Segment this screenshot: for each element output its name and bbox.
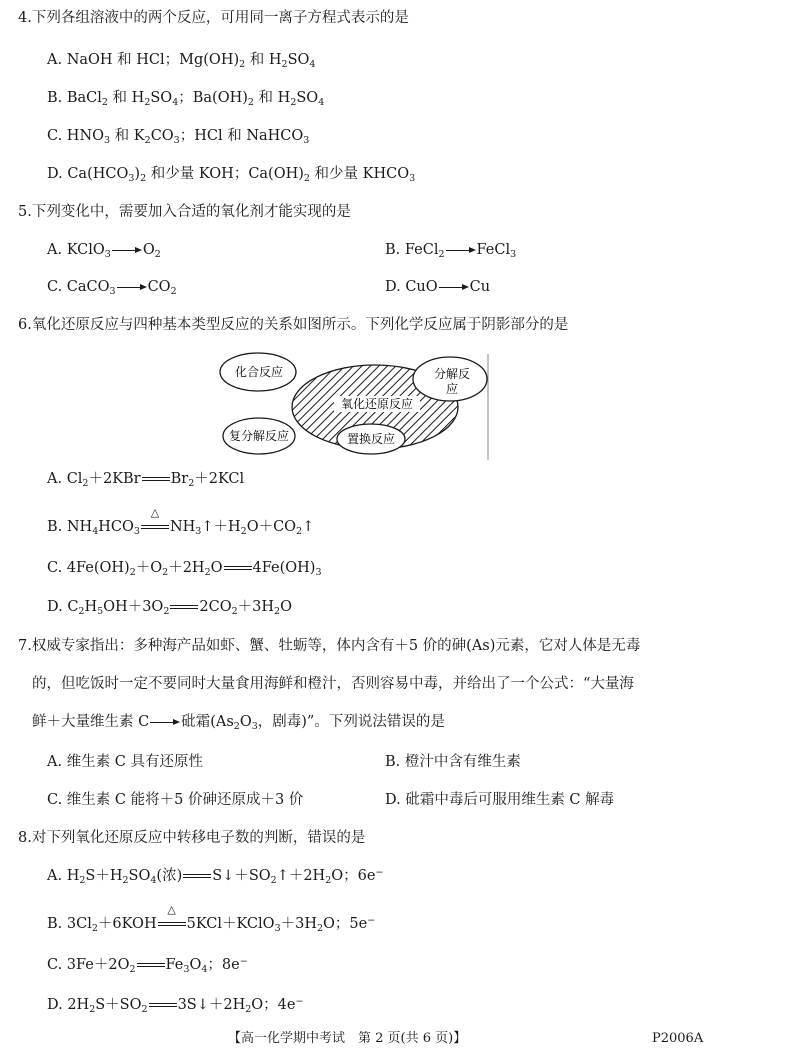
q4-option-d: D. $Ca(HCO_3)_2$ 和少量 KOH；$Ca(OH)_2$ 和少量 $KHCO_3$ xyxy=(47,166,416,184)
page-footer-code: P2006A xyxy=(652,1031,704,1046)
q8-option-d: D. $2H_2S+SO_2$ $3S↓+2H_2O$；4e− xyxy=(47,996,304,1015)
q4-option-c: C. $HNO_3$ 和 $K_2CO_3$；HCl 和 NaHCO$_3$ xyxy=(47,128,310,146)
equals-sign-icon xyxy=(136,955,166,975)
page-footer-title: 【高一化学期中考试 第 2 页(共 6 页)】 xyxy=(228,1031,467,1046)
q7-stem-line3: 鲜＋大量维生素 C 砒霜($As_2O_3$，剧毒)”。下列说法错误的是 xyxy=(32,714,445,732)
reaction-arrow-icon xyxy=(445,240,477,260)
q5-option-c: C. CaCO$_3$ $CO_2$ xyxy=(47,279,177,297)
q4-stem: 4.下列各组溶液中的两个反应，可用同一离子方程式表示的是 xyxy=(18,10,409,26)
q7-stem-line1: 7.权威专家指出：多种海产品如虾、蟹、牡蛎等，体内含有＋5 价的砷(As)元素，它对人体是无毒 xyxy=(18,638,641,654)
reaction-type-diagram xyxy=(216,350,492,460)
q5-stem: 5.下列变化中，需要加入合适的氧化剂才能实现的是 xyxy=(18,204,351,220)
reaction-arrow-icon xyxy=(111,240,143,260)
q8-option-a: A. $H_2S+H_2SO_4$(浓) $S↓+SO_2↑+2H_2O$；6e− xyxy=(47,867,384,886)
decomposition-label-line2: 应 xyxy=(445,382,459,396)
q6-option-b: B. $NH_4HCO_3$ △ $NH_3↑+H_2O+CO_2↑$ xyxy=(47,506,315,537)
double-decomposition-label: 复分解反应 xyxy=(228,429,290,443)
equals-sign-icon xyxy=(182,866,212,886)
equals-sign-icon xyxy=(169,597,199,617)
q8-stem: 8.对下列氧化还原反应中转移电子数的判断，错误的是 xyxy=(18,830,366,846)
reaction-arrow-icon xyxy=(438,277,470,297)
q8-option-c: C. $3Fe+2O_2$ $Fe_3O_4$；8e− xyxy=(47,956,248,975)
q6-stem: 6.氧化还原反应与四种基本类型反应的关系如图所示。下列化学反应属于阴影部分的是 xyxy=(18,317,569,333)
heat-equals-sign-icon: △ xyxy=(140,517,170,537)
q7-option-c: C. 维生素 C 能将＋5 价砷还原成＋3 价 xyxy=(47,792,304,808)
equals-sign-icon xyxy=(223,558,253,578)
q8-option-b: B. $3Cl_2+6KOH$ △ $5KCl+KClO_3+3H_2O$；5e− xyxy=(47,903,376,934)
q6-option-c: C. $4Fe(OH)_2+O_2+2H_2O$ $4Fe(OH)_3$ xyxy=(47,560,322,578)
q6-option-d: D. $C_2H_5OH+3O_2$ $2CO_2+3H_2O$ xyxy=(47,599,292,617)
q4-option-a: A. NaOH 和 HCl；$Mg(OH)_2$ 和 $H_2SO_4$ xyxy=(47,52,316,70)
reaction-arrow-icon xyxy=(149,712,181,732)
q7-stem-line2: 的，但吃饭时一定不要同时大量食用海鲜和橙汁，否则容易中毒，并给出了一个公式：“大量海 xyxy=(32,676,634,692)
q7-option-a: A. 维生素 C 具有还原性 xyxy=(47,754,204,770)
q7-option-b: B. 橙汁中含有维生素 xyxy=(385,754,521,770)
q5-option-b: B. FeCl$_2$ FeCl$_3$ xyxy=(385,242,517,260)
q5-option-d: D. CuO Cu xyxy=(385,279,491,295)
decomposition-label-line1: 分解反 xyxy=(433,367,471,381)
heat-equals-sign-icon: △ xyxy=(157,914,187,934)
q7-option-d: D. 砒霜中毒后可服用维生素 C 解毒 xyxy=(385,792,615,808)
reaction-arrow-icon xyxy=(116,277,148,297)
q6-option-a: A. $Cl_2+2KBr$ $Br_2+2KCl$ xyxy=(47,471,245,489)
equals-sign-icon xyxy=(148,995,178,1015)
redox-label: 氧化还原反应 xyxy=(340,397,414,411)
q5-option-a: A. KClO$_3$ $O_2$ xyxy=(47,242,161,260)
equals-sign-icon xyxy=(141,469,171,489)
q4-option-b: B. BaCl$_2$ 和 $H_2SO_4$；$Ba(OH)_2$ 和 $H_2SO_4$ xyxy=(47,90,325,108)
displacement-label: 置换反应 xyxy=(346,432,396,446)
combination-label: 化合反应 xyxy=(234,365,284,379)
